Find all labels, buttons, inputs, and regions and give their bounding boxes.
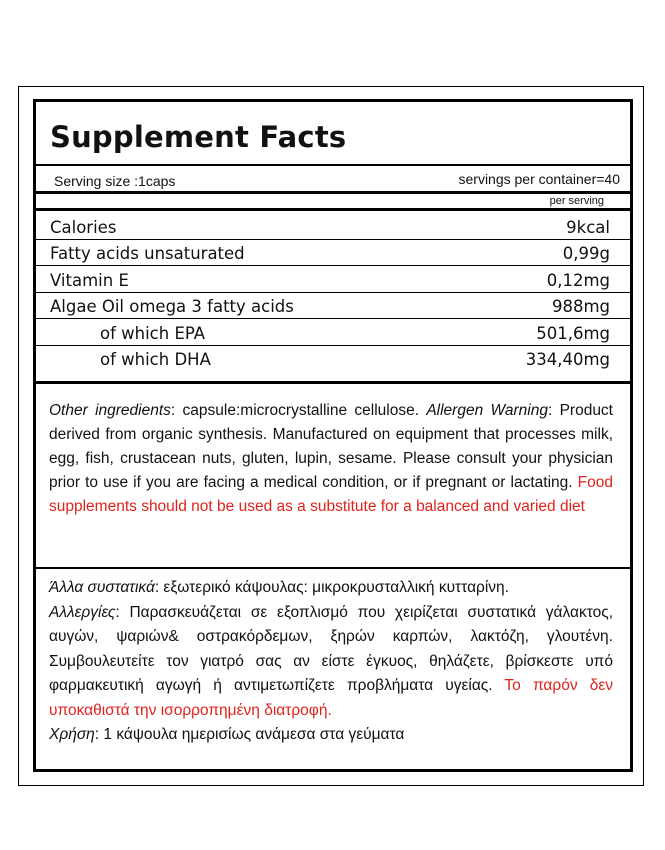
greek-other-ingredients-text: : εξωτερικό κάψουλας: μικροκρυσταλλική κυτταρίνη. — [154, 579, 509, 596]
nutrient-row — [36, 266, 630, 293]
divider — [36, 191, 630, 194]
greek-allergen-text: : Παρασκευάζεται σε εξοπλισμό που χειρίζεται συστατικά γάλακτος, αυγών, ψαριών& οστρακόρδεμων, ξηρών καρπών, λακτόζη, γλουτένη. Συμβουλευτείτε τον γιατρό σας αν είστε έγκυος, θηλάζετε, βρίσκεστε υπό φαρμακευτική αγωγή ή αντιμετωπίζετε προβλήματα υγείας. — [49, 603, 613, 694]
nutrient-row — [36, 293, 630, 320]
divider — [36, 208, 630, 211]
nutrient-value: 501,6mg — [536, 323, 610, 343]
allergen-text: : Product derived from organic synthesis. Manufactured on equipment that processes milk, egg, fish, crustacean nuts, gluten, lupin, sesame. Please consult your physician prior to use if you are facing a medical condition, or if pregnant or lactating. — [49, 402, 613, 491]
panel-title: Supplement Facts — [50, 120, 347, 154]
greek-usage-text: : 1 κάψουλα ημερισίως ανάμεσα στα γεύματα — [94, 726, 405, 743]
nutrient-value: 988mg — [551, 297, 610, 316]
nutrient-value: 0,99g — [562, 244, 610, 263]
greek-ingredients-text — [49, 576, 613, 748]
allergen-label: Allergen Warning — [426, 402, 548, 419]
divider — [36, 164, 630, 166]
serving-size: Serving size :1caps — [54, 173, 176, 189]
supplement-warning: Food supplements should not be used as a substitute for a balanced and varied diet — [49, 474, 613, 515]
nutrient-value: 9kcal — [566, 217, 610, 237]
nutrient-row — [36, 319, 630, 346]
servings-per-container: servings per container=40 — [458, 171, 620, 187]
nutrient-name: of which EPA — [100, 323, 206, 343]
greek-allergen-label: Αλλεργίες — [49, 603, 116, 621]
nutrient-row — [36, 240, 630, 267]
greek-usage-label: Χρήση — [49, 726, 95, 743]
nutrient-row — [36, 346, 630, 372]
divider — [36, 381, 630, 384]
nutrient-name: Vitamin E — [50, 270, 129, 290]
nutrient-table — [36, 213, 630, 371]
nutrient-row — [36, 213, 630, 240]
nutrient-name: of which DHA — [100, 350, 211, 369]
nutrient-name: Calories — [50, 217, 117, 237]
other-ingredients-label: Other ingredients — [49, 402, 171, 419]
other-ingredients-text: : capsule:microcrystalline cellulose. — [170, 402, 427, 419]
nutrient-value: 0,12mg — [546, 270, 610, 290]
nutrient-value: 334,40mg — [525, 350, 610, 369]
greek-other-ingredients-label: Άλλα συστατικά — [49, 579, 155, 596]
per-serving-label: per serving — [549, 195, 604, 207]
greek-supplement-warning: Το παρόν δεν υποκαθιστά την ισορροπημένη διατροφή. — [49, 677, 613, 719]
supplement-facts-panel — [33, 99, 633, 772]
nutrient-name: Fatty acids unsaturated — [50, 244, 245, 263]
english-ingredients-text — [49, 399, 613, 519]
divider — [36, 567, 630, 569]
nutrient-name: Algae Oil omega 3 fatty acids — [50, 297, 294, 316]
